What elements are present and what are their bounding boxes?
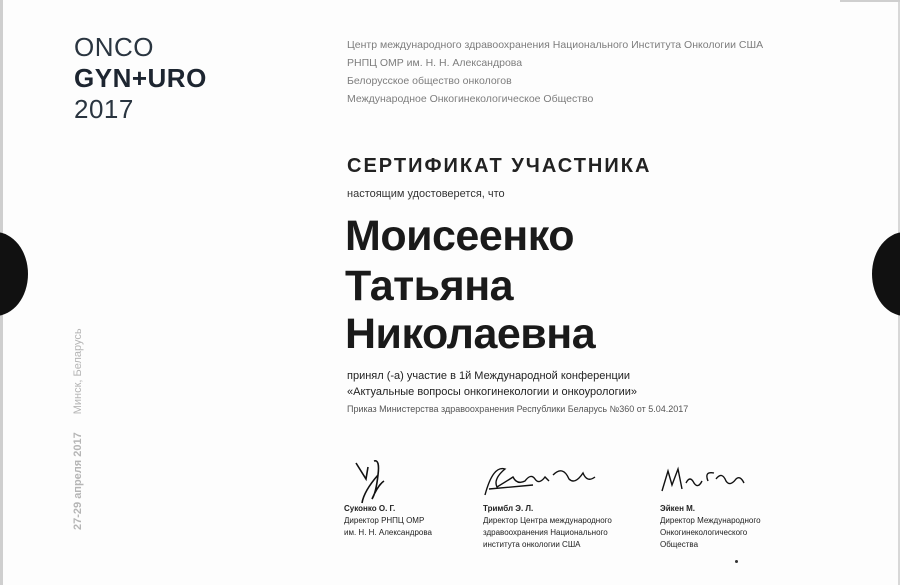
organizer-item: Белорусское общество онкологов [347, 75, 512, 87]
signatory-role: Директор Центра международного [483, 516, 612, 525]
certificate-title: СЕРТИФИКАТ УЧАСТНИКА [347, 155, 652, 177]
binding-notch-left [0, 232, 28, 316]
signatory-role: Директор Международного [660, 516, 761, 525]
binding-notch-right [872, 232, 900, 316]
recipient-surname: Моисеенко [345, 212, 574, 260]
signatory-role: Онкогинекологического [660, 528, 748, 537]
signature-label [483, 503, 612, 551]
ink-dot [735, 560, 738, 563]
signatory-role: института онкологии США [483, 540, 581, 549]
page-edge-top [840, 0, 900, 2]
signature-trimble-icon [483, 455, 623, 505]
organizer-item: РНПЦ ОМР им. Н. Н. Александрова [347, 57, 523, 69]
signatory-role: Директор РНПЦ ОМР [344, 516, 425, 525]
event-date: 27-29 апреля 2017 [72, 432, 84, 530]
signature-sukonko-icon [344, 455, 454, 505]
recipient-first-name: Татьяна [345, 262, 514, 310]
participation-text: принял (-а) участие в 1й Международной конференции [347, 370, 631, 382]
signature-block-aiken [660, 455, 780, 565]
recipient-patronymic: Николаевна [345, 310, 596, 358]
signature-block-sukonko [344, 455, 454, 565]
signatory-role: здравоохранения Национального [483, 528, 608, 537]
certificate-intro: настоящим удостоверется, что [347, 188, 505, 200]
signatory-role: Общества [660, 540, 699, 549]
ministry-order: Приказ Министерства здравоохранения Республики Беларусь №360 от 5.04.2017 [347, 404, 689, 414]
organizer-item: Центр международного здравоохранения Национального Института Онкологии США [347, 39, 764, 51]
conference-title: «Актуальные вопросы онкогинекологии и онкоурологии» [347, 386, 638, 398]
signature-block-trimble [483, 455, 623, 565]
organizer-item: Международное Онкогинекологическое Общество [347, 93, 594, 105]
signature-aiken-icon [660, 455, 780, 505]
signatory-name: Эйкен М. [660, 504, 696, 513]
organizer-list [347, 36, 763, 108]
signatory-name: Тримбл Э. Л. [483, 504, 534, 513]
vertical-date-place [72, 290, 88, 530]
signatory-role: им. Н. Н. Александрова [344, 528, 432, 537]
conference-logo [74, 34, 207, 126]
logo-line-1: ONCO [74, 32, 154, 62]
signatory-name: Суконко О. Г. [344, 504, 396, 513]
logo-line-2: GYN+URO [74, 63, 207, 93]
logo-line-3: 2017 [74, 94, 134, 124]
signature-label [660, 503, 761, 551]
signature-label [344, 503, 432, 539]
event-place: Минск, Беларусь [72, 328, 84, 415]
